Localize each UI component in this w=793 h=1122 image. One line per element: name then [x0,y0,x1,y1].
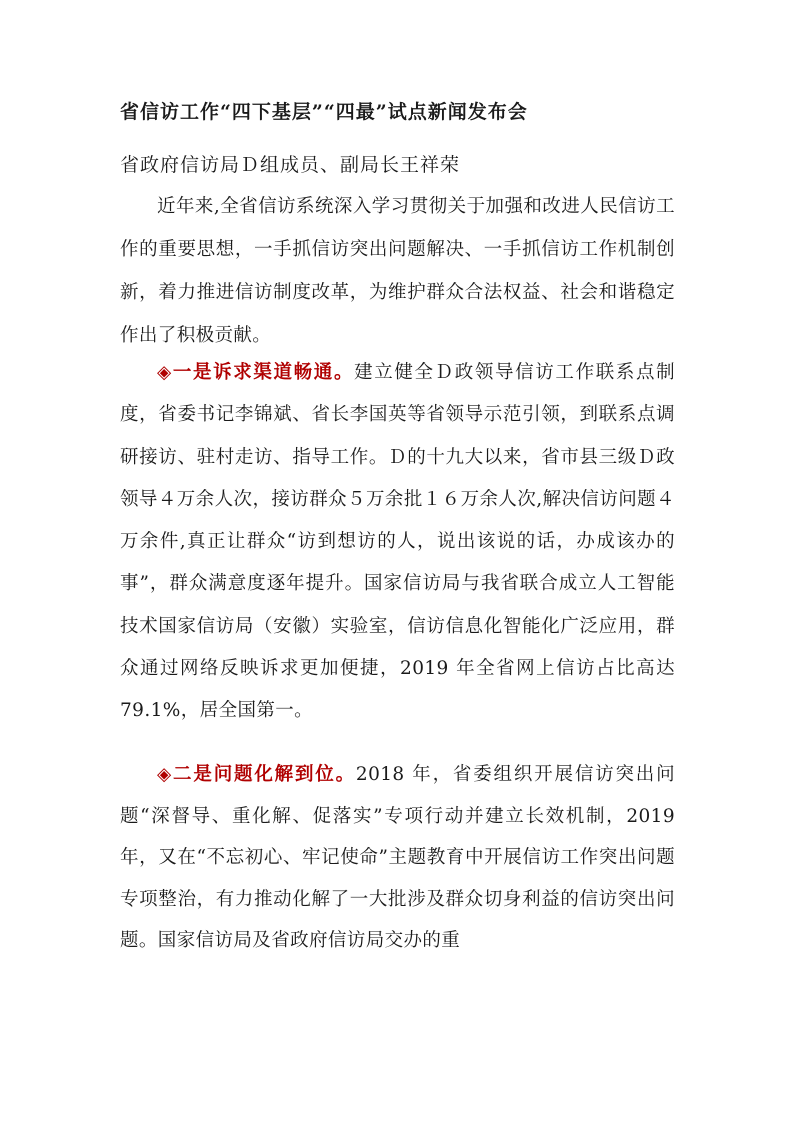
paragraph-intro [120,185,675,357]
paragraph-body: 2018 年，省委组织开展信访突出问题“深督导、重化解、促落实”专项行动并建立长效机制，2019 年，又在“不忘初心、牢记使命”主题教育中开展信访工作突出问题专项整治，有力推动化解了一大批涉及群众切身利益的信访突出问题。国家信访局及省政府信访局交办的重 [120,764,675,951]
diamond-bullet-icon: ◈ [157,362,172,383]
diamond-bullet-icon: ◈ [157,764,172,785]
paragraph-channels [120,352,675,733]
paragraph-body: 建立健全Ｄ政领导信访工作联系点制度，省委书记李锦斌、省长李国英等省领导示范引领，到联系点调研接访、驻村走访、指导工作。Ｄ的十九大以来，省市县三级Ｄ政领导４万余人次，接访群众５万余批１６万余人次,解决信访问题４万余件,真正让群众“访到想访的人，说出该说的话，办成该办的事”，群众满意度逐年提升。国家信访局与我省联合成立人工智能技术国家信访局（安徽）实验室，信访信息化智能化广泛应用，群众通过网络反映诉求更加便捷，2019 年全省网上信访占比高达 79.1%，居全国第一。 [120,362,676,722]
paragraph-lead-heading: 二是问题化解到位。 [171,764,356,785]
paragraph-lead-heading: 一是诉求渠道畅通。 [171,362,355,383]
paragraph-body: 近年来,全省信访系统深入学习贯彻关于加强和改进人民信访工作的重要思想，一手抓信访突出问题解决、一手抓信访工作机制创新，着力推进信访制度改革，为维护群众合法权益、社会和谐稳定作出了积极贡献。 [120,196,675,346]
author-line: 省政府信访局Ｄ组成员、副局长王祥荣 [120,154,461,176]
paragraph-resolution [120,754,675,962]
document-title: 省信访工作“四下基层”“四最”试点新闻发布会 [120,101,528,123]
